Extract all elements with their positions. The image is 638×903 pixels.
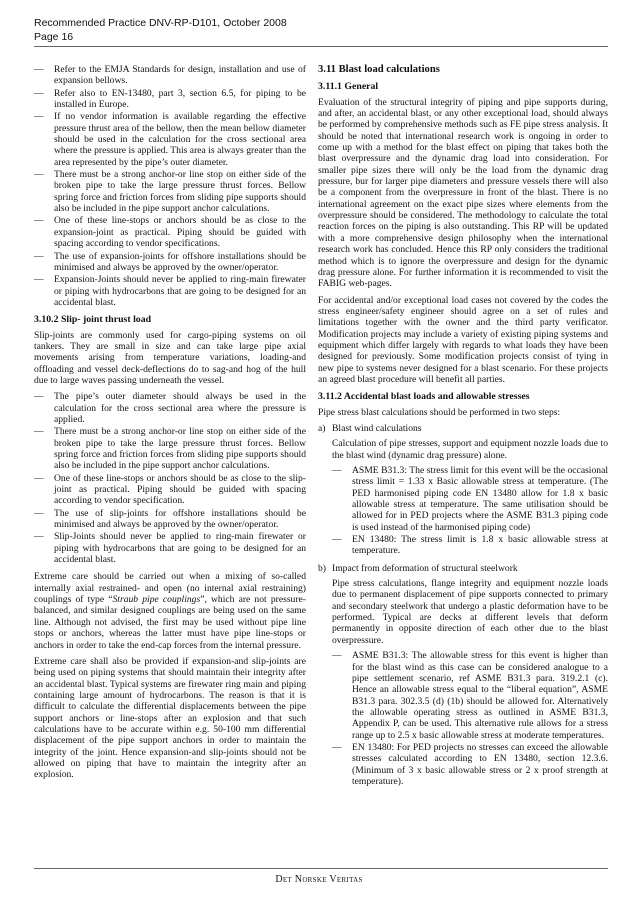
paragraph: Pipe stress calculations, flange integrity and equipment nozzle loads due to permanent displacement of pipe supports connected to primary and secondary steelwork that undergo a plastic deformation have to be performed. Typical are decks at different levels that deform permanently in opposite direction of each other due to the blast overpressure. bbox=[332, 578, 608, 646]
list-item: — EN 13480: The stress limit is 1.8 x basic allowable stress at temperature. bbox=[332, 534, 608, 557]
list-item: — ASME B31.3: The allowable stress for this event is higher than for the blast wind as this case can be considered analogue to a pipe settlement scenario, ref ASME B31.3 para. 319.2.1 (c). Hence an allowable stress equal to the “liberal equation”, ASME B31.3 para. 302.3.5 (d) (1b) should be allowed for. Alternatively the allowable operating stress as outlined in ASME B31.3, Appendix P, can be used. This alternative rule allows for a stress range up to 2.5 x basic allowable stress at moderate temperatures. bbox=[332, 650, 608, 741]
paragraph: For accidental and/or exceptional load cases not covered by the codes the stress engineer/safety engineer should agree on a set of rules and limitations together with the owner and the third party verificator. Modification projects may include a variety of existing piping systems and equipment which differ largely with regards to what loads they have been designed for previously. Some modification projects consist of tying in new pipe to systems never designed for a blast scenario. For these projects an agreed blast procedure will benefit all parties. bbox=[318, 294, 608, 385]
section-heading-3-11: 3.11 Blast load calculations bbox=[318, 64, 440, 75]
list-item: — One of these line-stops or anchors should be as close to the expansion-joint as practical. Piping should be guided with spacing according to vendor specifications. bbox=[34, 215, 306, 249]
text-run: Extreme care should be carried out when a mixing of so-called internally axial restrained- and open (no internal axial restraining) couplings of type “ bbox=[34, 571, 306, 606]
paragraph bbox=[34, 571, 306, 650]
item-letter: b) bbox=[318, 562, 326, 574]
item-letter: a) bbox=[318, 422, 326, 434]
left-column bbox=[34, 64, 306, 786]
paragraph: Extreme care shall also be provided if expansion-and slip-joints are being used on piping systems that should maintain their integrity after an accidental blast. Typical systems are firewater ring main and piping containing large amount of hydrocarbons. The reason is that it is difficult to calculate the differential displacements between the pipe support anchors or line-stops after an explosion and that such calculations have to be accurate within e.g. 50-100 mm differential displacement of the pipe support anchors in order to maintain the integrity of the joint. Hence expansion-and slip-joints should not be allowed on piping that have to maintain the integrity after an explosion. bbox=[34, 655, 306, 781]
paragraph: Pipe stress blast calculations should be performed in two steps: bbox=[318, 406, 561, 418]
list-item: — If no vendor information is available regarding the effective pressure thrust area of the bellow, then the mean bellow diameter should be used in the calculation for the cross sectional area where the pressure is applied. This area is always greater than the area represented by the pipe’s outer diameter. bbox=[34, 111, 306, 168]
list-item: — ASME B31.3: The stress limit for this event will be the occasional stress limit = 1.33 x Basic allowable stress at temperature. (The PED harmonised piping code EN 13480 allow for 1.8 x basic allowable stress at temperature. The same utilisation should be allowed for in PED projects where the ASME B31.3 piping code is used instead of the harmonised piping code) bbox=[332, 465, 608, 533]
list-item: — Refer to the EMJA Standards for design, installation and use of expansion bellows. bbox=[34, 64, 306, 87]
list-item: — There must be a strong anchor-or line stop on either side of the broken pipe to take the large pressure thrust forces. Bellow spring force and friction forces from sliding pipe supports should also be included in the pipe support anchor calculations. bbox=[34, 426, 306, 471]
page-footer: Det Norske Veritas bbox=[275, 874, 363, 885]
section-heading-3-11-1: 3.11.1 General bbox=[318, 81, 379, 93]
page-header bbox=[34, 16, 608, 44]
list-item: — One of these line-stops or anchors should be as close to the slip-joint as practical. Piping should be guided with spacing according to vendor specification. bbox=[34, 473, 306, 507]
list-item: — The use of expansion-joints for offshore installations should be minimised and always be approved by the owner/operator. bbox=[34, 251, 306, 274]
list-item: — There must be a strong anchor-or line stop on either side of the broken pipe to take the large pressure thrust forces. Bellow spring force and friction forces from sliding pipe supports should also be included in the pipe support anchor calculations. bbox=[34, 169, 306, 214]
paragraph: Slip-joints are commonly used for cargo-piping systems on oil tankers. They are small in size and can take large pipe axial movements arising from temperature variations, loading-and offloading and vessel deck-deflections do to sag-and hog of the hull due to large waves passing underneath the vessel. bbox=[34, 329, 306, 386]
header-divider bbox=[34, 46, 608, 47]
expansion-joint-list bbox=[34, 64, 306, 308]
list-item: — EN 13480: For PED projects no stresses can exceed the allowable stresses calculated according to EN 13480, section 12.3.6. (Minimum of 3 x basic allowable stress or 2 x proof strength at temperature). bbox=[332, 742, 608, 787]
section-heading-3-10-2: 3.10.2 Slip- joint thrust load bbox=[34, 314, 152, 326]
item-title: Impact from deformation of structural steelwork bbox=[332, 562, 518, 574]
item-b-list bbox=[332, 650, 608, 787]
document-title: Recommended Practice DNV-RP-D101, October 2008 bbox=[34, 17, 287, 29]
list-item: — The pipe’s outer diameter should always be used in the calculation for the cross sectional area where the pressure is applied. bbox=[34, 391, 306, 425]
section-heading-3-11-2: 3.11.2 Accidental blast loads and allowable stresses bbox=[318, 391, 530, 403]
footer-divider bbox=[34, 868, 608, 869]
list-item: — Refer also to EN-13480, part 3, section 6.5, for piping to be installed in Europe. bbox=[34, 88, 306, 111]
item-b bbox=[318, 563, 608, 574]
slip-joint-list bbox=[34, 391, 306, 565]
item-a bbox=[318, 423, 608, 434]
text-run: ”, which are not pressure-balanced, and similar designed couplings are being used on the same line. Although not advised, the first may be used without pipe line stops or anchors, whereas the latter must have pipe line-stops or anchors in order to take the end-cap forces from the internal pressure. bbox=[34, 594, 306, 651]
paragraph: Calculation of pipe stresses, support and equipment nozzle loads due to the blast wind (dynamic drag pressure) alone. bbox=[332, 438, 608, 461]
list-item: — The use of slip-joints for offshore installations should be minimised and always be approved by the owner/operator. bbox=[34, 508, 306, 531]
list-item: — Slip-Joints should never be applied to ring-main firewater or piping with hydrocarbons that are going to be designed for an accidental blast. bbox=[34, 531, 306, 565]
emphasis-text: Straub pipe couplings bbox=[112, 594, 201, 606]
list-item: — Expansion-Joints should never be applied to ring-main firewater or piping with hydrocarbons that are going to be designed for an accidental blast. bbox=[34, 274, 306, 308]
page-number: Page 16 bbox=[34, 31, 74, 43]
paragraph: Evaluation of the structural integrity of piping and pipe supports during, and after, an accidental blast, or any other exceptional load, should always be performed by comprehensive methods such as FE pipe stress analysis. It should be noted that international research work is ongoing in order to come up with a method for the blast effect on piping that takes both the blast overpressure and the dynamic drag load into consideration. For smaller pipe sizes there will only be the load from the dynamic drag pressure, bur for larger pipe diameters and pressure vessels there will also be a component from the overpressure in front of the blast. There is no international agreement on the exact pipe sizes where elements from the overpressure should be considered. The methodology to calculate the total reaction forces on the piping is also outstanding. This RP will be updated with a more comprehensive design philosophy when the international research work has concluded. Hence this RP only considers the traditional method which is to ignore the overpressure and design for the dynamic drag pressure alone. For further information it is recommended to visit the FABIG web-pages. bbox=[318, 96, 608, 290]
item-a-list bbox=[332, 465, 608, 557]
right-column bbox=[318, 64, 608, 793]
item-title: Blast wind calculations bbox=[332, 422, 422, 434]
